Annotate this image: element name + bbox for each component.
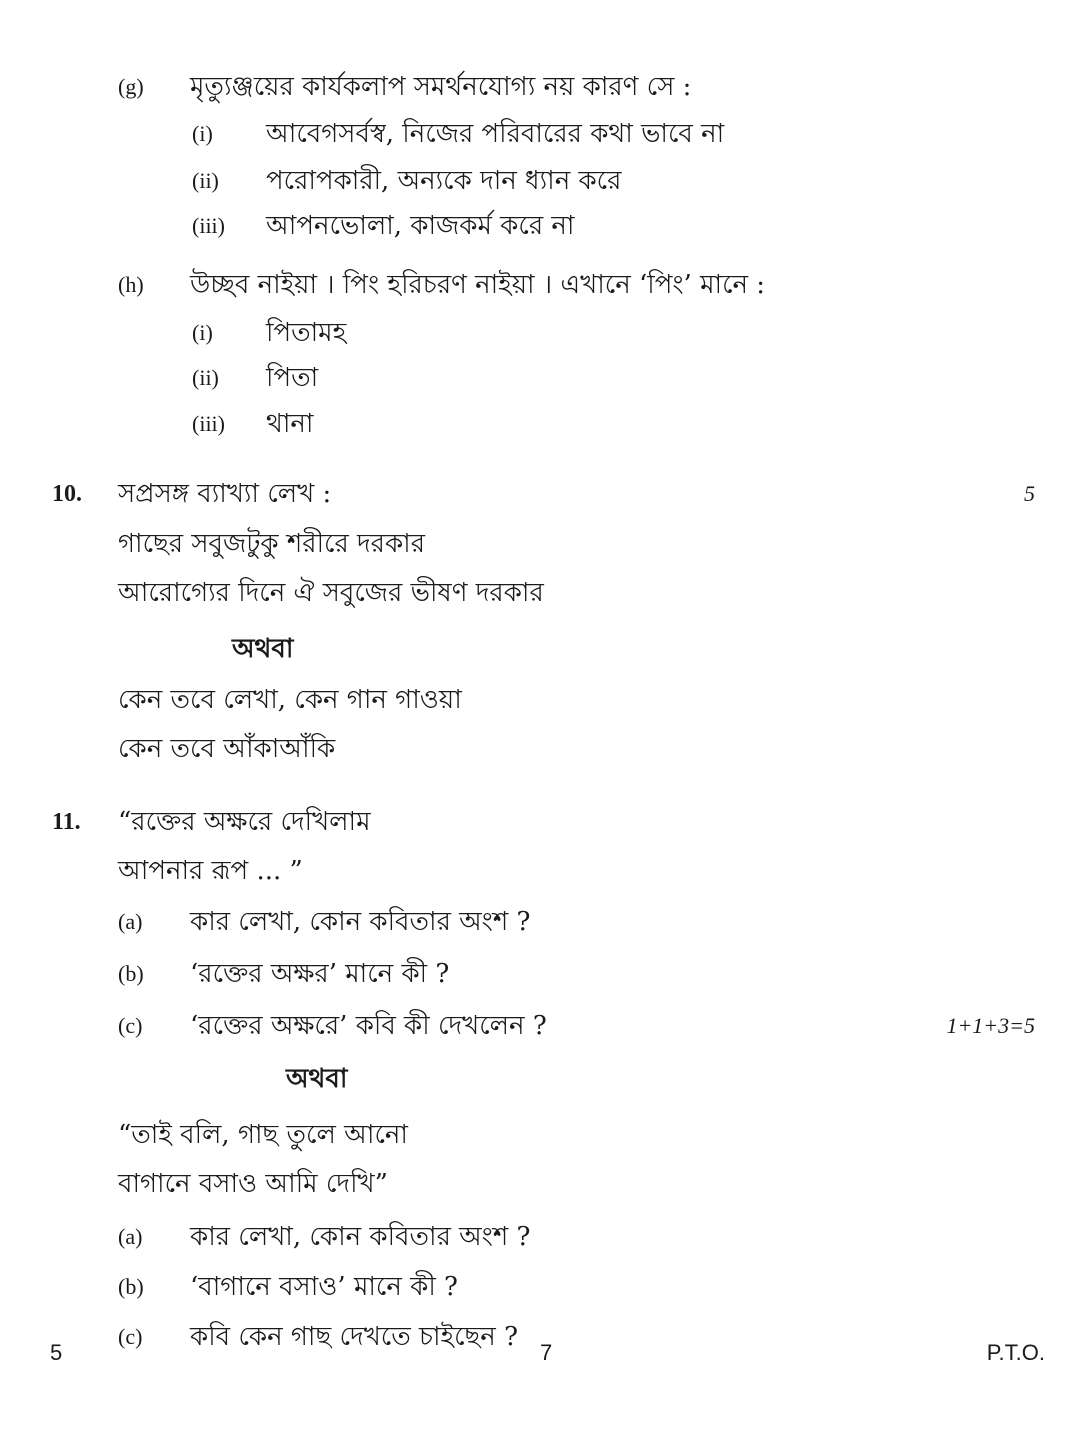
- q9g-stem: মৃত্যুঞ্জয়ের কার্যকলাপ সমর্থনযোগ্য নয় কারণ সে :: [190, 72, 692, 102]
- q10-passage-line: আরোগ্যের দিনে ঐ সবুজের ভীষণ দরকার: [118, 578, 544, 608]
- q10-passage-line: কেন তবে আঁকাআঁকি: [118, 734, 336, 764]
- q11-sub-text: ‘বাগানে বসাও’ মানে কী ?: [190, 1272, 458, 1302]
- q10-stem: সপ্রসঙ্গ ব্যাখ্যা লেখ :: [118, 479, 332, 509]
- q9h-option-text: পিতামহ: [266, 318, 347, 348]
- q11-sub-text: কার লেখা, কোন কবিতার অংশ ?: [190, 1222, 531, 1252]
- q9g-option-label: (ii): [192, 168, 219, 193]
- q11-sub-text: ‘রক্তের অক্ষরে’ কবি কী দেখলেন ?: [190, 1011, 547, 1041]
- q11-number: 11.: [52, 809, 81, 835]
- q9h-option-text: থানা: [266, 409, 314, 439]
- q11-sub-text: কবি কেন গাছ দেখতে চাইছেন ?: [190, 1322, 519, 1352]
- q9g-option-label: (i): [192, 121, 213, 146]
- q11-sub-text: কার লেখা, কোন কবিতার অংশ ?: [190, 907, 531, 937]
- q9g-option-text: আপনভোলা, কাজকর্ম করে না: [266, 211, 575, 241]
- q9h-option-label: (iii): [192, 411, 225, 436]
- q9g-option-text: আবেগসর্বস্ব, নিজের পরিবারের কথা ভাবে না: [266, 119, 725, 149]
- q9h-option-label: (i): [192, 320, 213, 345]
- q11-sub-label: (a): [118, 1224, 143, 1249]
- q9h-label: (h): [118, 272, 144, 297]
- q11-sub-text: ‘রক্তের অক্ষর’ মানে কী ?: [190, 959, 450, 989]
- q10-or-heading: অথবা: [232, 634, 294, 664]
- q11-or-heading: অথবা: [286, 1064, 348, 1094]
- q11-sub-label: (b): [118, 1274, 144, 1299]
- q10-passage-line: কেন তবে লেখা, কেন গান গাওয়া: [118, 685, 462, 715]
- please-turn-over: P.T.O.: [986, 1340, 1045, 1365]
- q9g-option-label: (iii): [192, 213, 225, 238]
- q11-sub-label: (c): [118, 1324, 143, 1349]
- footer-code: 5: [50, 1340, 63, 1365]
- q9g-label: (g): [118, 74, 144, 99]
- q9g-option-text: পরোপকারী, অন্যকে দান ধ্যান করে: [266, 166, 622, 196]
- q11-sub-label: (b): [118, 961, 144, 986]
- q11-quote-line: আপনার রূপ ... ”: [118, 856, 303, 886]
- q11-marks: 1+1+3=5: [946, 1013, 1035, 1038]
- q10-passage-line: গাছের সবুজটুকু শরীরে দরকার: [118, 529, 426, 559]
- q9h-option-text: পিতা: [266, 363, 319, 393]
- q11-sub-label: (a): [118, 909, 143, 934]
- q9h-stem: উচ্ছব নাইয়া । পিং হরিচরণ নাইয়া । এখানে ‘পিং’ মানে :: [190, 270, 766, 300]
- q11-quote-line: বাগানে বসাও আমি দেখি”: [118, 1169, 388, 1199]
- q10-marks: 5: [1024, 481, 1035, 506]
- q11-quote-line: “রক্তের অক্ষরে দেখিলাম: [118, 807, 371, 837]
- q11-sub-label: (c): [118, 1013, 143, 1038]
- q11-quote-line: “তাই বলি, গাছ তুলে আনো: [118, 1120, 408, 1150]
- q10-number: 10.: [52, 481, 82, 507]
- q9h-option-label: (ii): [192, 365, 219, 390]
- page-number: 7: [540, 1340, 553, 1365]
